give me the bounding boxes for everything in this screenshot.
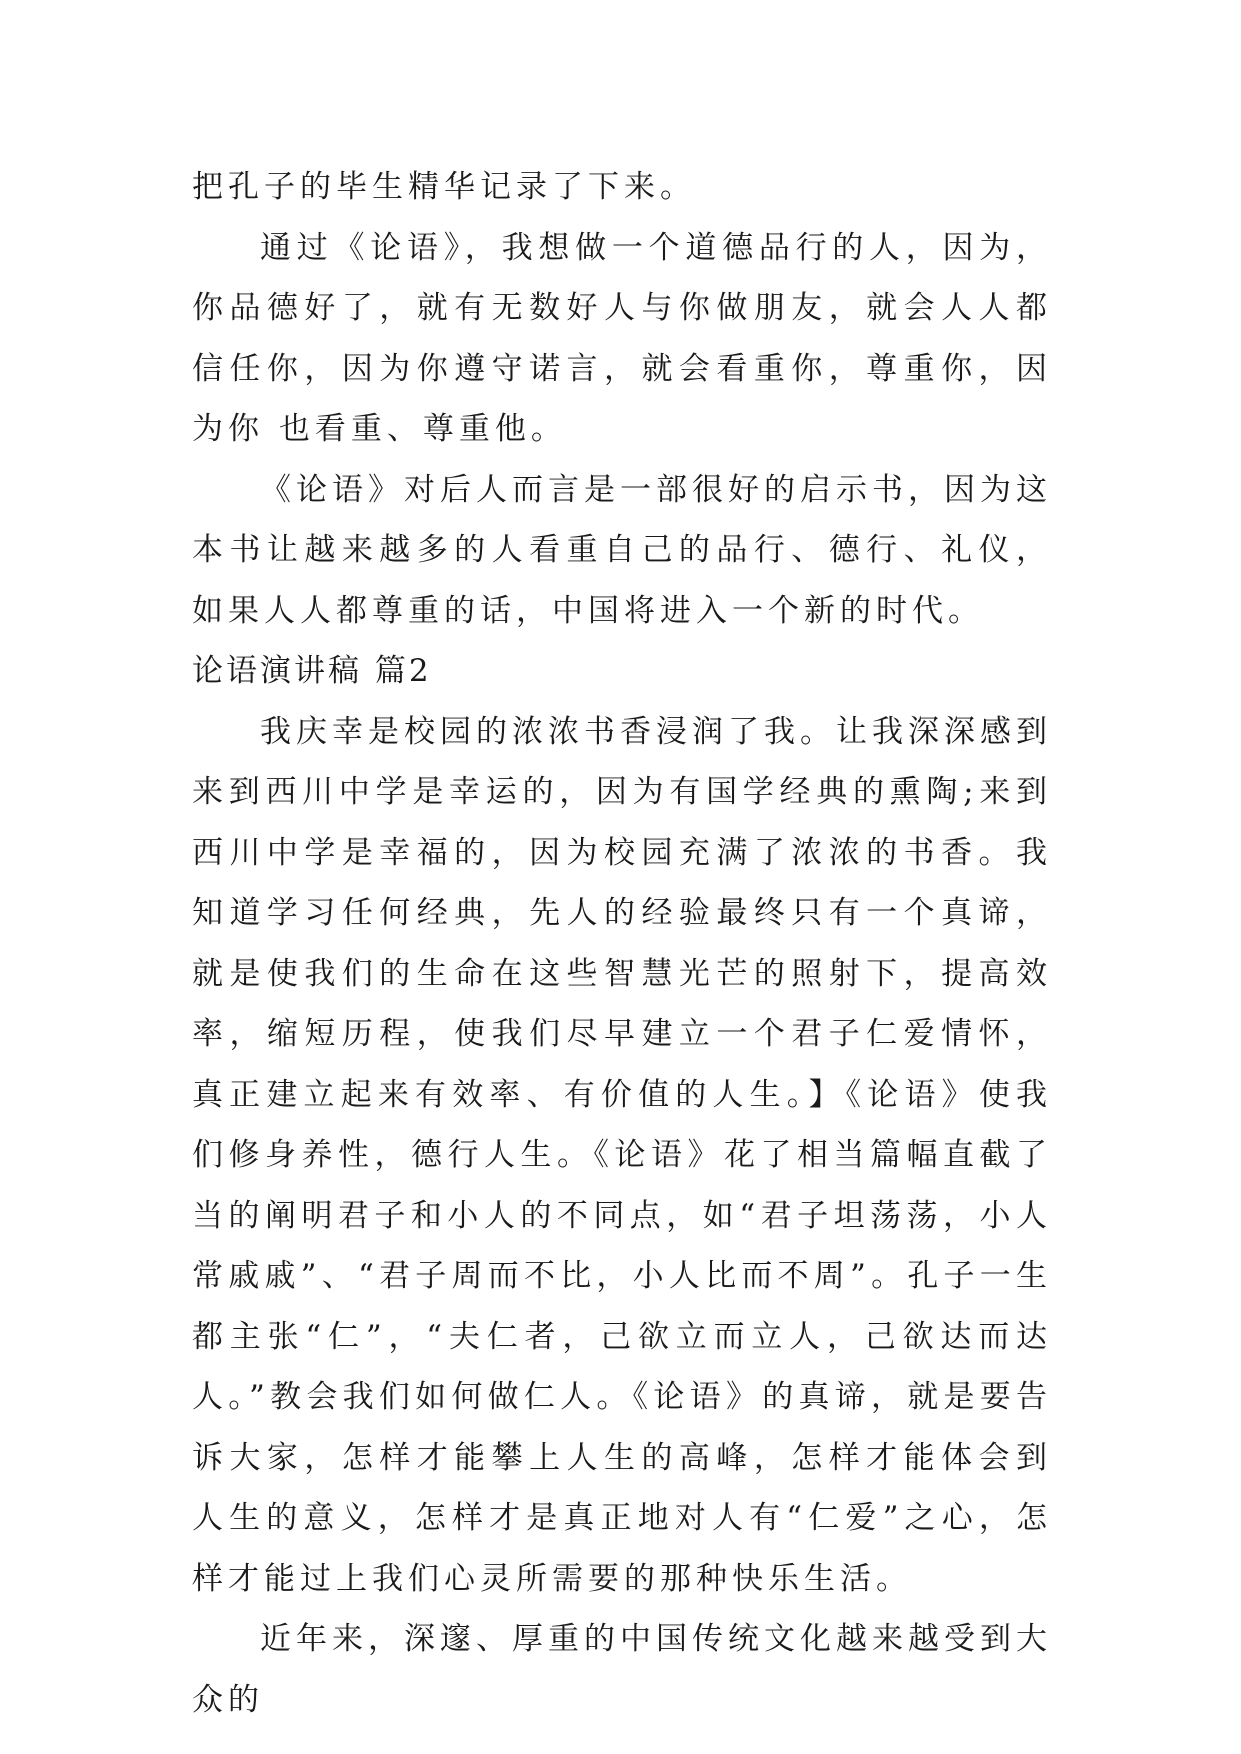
document-body	[192, 157, 1052, 1730]
paragraph-continuation: 把孔子的毕生精华记录了下来。	[192, 169, 696, 205]
paragraph-enlightenment: 《论语》对后人而言是一部很好的启示书，因为这本书让越来越多的人看重自己的品行、德行、礼仪，如果人人都尊重的话，中国将进入一个新的时代。	[192, 471, 1052, 629]
paragraph-recent-years: 近年来，深邃、厚重的中国传统文化越来越受到大众的	[192, 1621, 1052, 1718]
paragraph-integrity: 通过《论语》，我想做一个道德品行的人，因为，你品德好了，就有无数好人与你做朋友，就会人人都信任你，因为你遵守诺言，就会看重你，尊重你，因为你 也看重、尊重他。	[192, 229, 1052, 447]
paragraph-campus: 我庆幸是校园的浓浓书香浸润了我。让我深深感到来到西川中学是幸运的，因为有国学经典的熏陶;来到西川中学是幸福的，因为校园充满了浓浓的书香。我知道学习任何经典，先人的经验最终只有一个真谛，就是使我们的生命在这些智慧光芒的照射下，提高效率，缩短历程，使我们尽早建立一个君子仁爱情怀，真正建立起来有效率、有价值的人生。】《论语》使我们修身养性，德行人生。《论语》花了相当篇幅直截了当的阐明君子和小人的不同点，如“君子坦荡荡，小人常戚戚”、“君子周而不比，小人比而不周”。孔子一生都主张“仁”，“夫仁者，己欲立而立人，己欲达而达人。”教会我们如何做仁人。《论语》的真谛，就是要告诉大家，怎样才能攀上人生的高峰，怎样才能体会到人生的意义，怎样才是真正地对人有“仁爱”之心，怎样才能过上我们心灵所需要的那种快乐生活。	[192, 713, 1052, 1597]
section-heading: 论语演讲稿 篇2	[192, 653, 432, 689]
